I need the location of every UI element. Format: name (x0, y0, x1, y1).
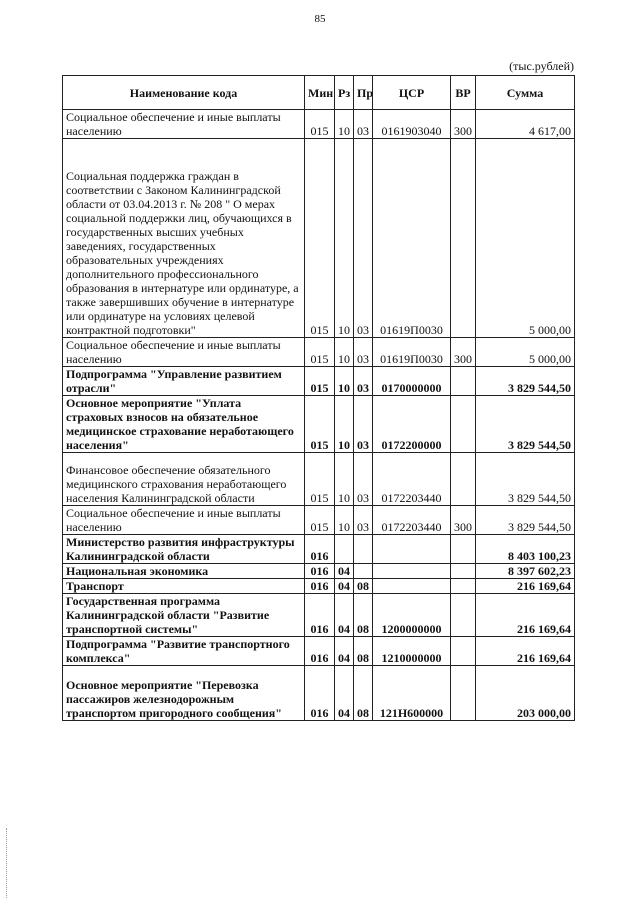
cell-vr (451, 453, 476, 506)
cell-sum: 3 829 544,50 (476, 367, 575, 396)
cell-vr: 300 (451, 506, 476, 535)
header-pr: Пр (354, 76, 373, 110)
cell-name (63, 506, 305, 535)
cell-vr: 300 (451, 110, 476, 139)
cell-rz: 04 (335, 666, 354, 721)
cell-rz: 10 (335, 396, 354, 453)
cell-vr (451, 579, 476, 594)
header-rz: Рз (335, 76, 354, 110)
cell-pr: 03 (354, 367, 373, 396)
cell-sum: 3 829 544,50 (476, 506, 575, 535)
cell-sum: 3 829 544,50 (476, 396, 575, 453)
cell-sum: 203 000,00 (476, 666, 575, 721)
table-row (63, 367, 575, 396)
cell-vr (451, 594, 476, 637)
cell-name-text: Финансовое обеспечение обязательного медицинского страхования неработающего населения Калининградской области (66, 463, 287, 505)
cell-pr: 08 (354, 637, 373, 666)
cell-min: 015 (305, 506, 335, 535)
cell-rz: 10 (335, 367, 354, 396)
cell-sum: 5 000,00 (476, 139, 575, 338)
cell-csr: 1210000000 (373, 637, 451, 666)
header-sum: Сумма (476, 76, 575, 110)
cell-name-text: Социальное обеспечение и иные выплаты населению (66, 338, 281, 366)
cell-csr: 01619П0030 (373, 338, 451, 367)
cell-csr: 1200000000 (373, 594, 451, 637)
cell-name (63, 139, 305, 338)
header-csr: ЦСР (373, 76, 451, 110)
table-row (63, 666, 575, 721)
cell-name-text: Социальное обеспечение и иные выплаты населению (66, 110, 281, 138)
cell-name (63, 338, 305, 367)
cell-sum: 8 403 100,23 (476, 535, 575, 564)
table-row (63, 564, 575, 579)
cell-pr: 03 (354, 453, 373, 506)
cell-rz (335, 535, 354, 564)
cell-pr: 08 (354, 594, 373, 637)
cell-min: 016 (305, 535, 335, 564)
budget-table (62, 75, 575, 721)
cell-vr (451, 637, 476, 666)
cell-sum: 3 829 544,50 (476, 453, 575, 506)
cell-vr (451, 535, 476, 564)
cell-name-text: Социальное обеспечение и иные выплаты населению (66, 506, 281, 534)
table-row (63, 139, 575, 338)
cell-name (63, 367, 305, 396)
cell-rz: 10 (335, 506, 354, 535)
cell-sum: 216 169,64 (476, 579, 575, 594)
cell-sum: 8 397 602,23 (476, 564, 575, 579)
margin-marks (6, 828, 9, 898)
cell-vr: 300 (451, 338, 476, 367)
cell-rz: 10 (335, 110, 354, 139)
cell-pr (354, 564, 373, 579)
cell-csr (373, 564, 451, 579)
cell-pr: 08 (354, 666, 373, 721)
cell-name-text: Основное мероприятие "Перевозка пассажиров железнодорожным транспортом пригородного сообщения" (66, 678, 282, 720)
cell-name (63, 453, 305, 506)
cell-csr: 01619П0030 (373, 139, 451, 338)
cell-pr: 08 (354, 579, 373, 594)
cell-pr: 03 (354, 338, 373, 367)
cell-min: 016 (305, 564, 335, 579)
cell-min: 015 (305, 110, 335, 139)
table-header-row (63, 76, 575, 110)
cell-csr: 121Н600000 (373, 666, 451, 721)
cell-name-text: Государственная программа Калининградской области "Развитие транспортной системы" (66, 594, 270, 636)
cell-rz: 04 (335, 564, 354, 579)
cell-sum: 5 000,00 (476, 338, 575, 367)
units-label: (тыс.рублей) (509, 59, 574, 73)
header-name: Наименование кода (63, 76, 305, 110)
cell-min: 016 (305, 666, 335, 721)
cell-name (63, 564, 305, 579)
cell-name-text: Подпрограмма "Развитие транспортного комплекса" (66, 637, 290, 665)
cell-min: 015 (305, 367, 335, 396)
cell-rz: 04 (335, 579, 354, 594)
header-vr: ВР (451, 76, 476, 110)
table-row (63, 110, 575, 139)
cell-sum: 4 617,00 (476, 110, 575, 139)
cell-pr: 03 (354, 110, 373, 139)
table-row (63, 594, 575, 637)
cell-csr: 0172203440 (373, 453, 451, 506)
cell-vr (451, 666, 476, 721)
cell-name (63, 535, 305, 564)
cell-vr (451, 139, 476, 338)
table-row (63, 637, 575, 666)
cell-name-text: Социальная поддержка граждан в соответствии с Законом Калининградской области от 03.04.2013 г. № 208 " О мерах социальной поддержки лиц, обучающихся в государственных высших учебных заведениях, государственных образовательных учреждениях дополнительного профессионального образования в интернатуре или ординатуре, а также завершивших обучение в интернатуре или ординатуре на условиях целевой контрактной подготовки" (66, 169, 299, 337)
table-row (63, 453, 575, 506)
cell-csr: 0161903040 (373, 110, 451, 139)
cell-name-text: Подпрограмма "Управление развитием отрасли" (66, 367, 282, 395)
cell-rz: 10 (335, 453, 354, 506)
cell-pr (354, 535, 373, 564)
cell-min: 015 (305, 396, 335, 453)
cell-vr (451, 564, 476, 579)
cell-name-text: Основное мероприятие "Уплата страховых взносов на обязательное медицинское страхование неработающего населения" (66, 396, 294, 452)
cell-sum: 216 169,64 (476, 637, 575, 666)
header-min: Мин (305, 76, 335, 110)
table-row (63, 396, 575, 453)
cell-pr: 03 (354, 396, 373, 453)
table-body (63, 110, 575, 721)
cell-rz: 04 (335, 594, 354, 637)
cell-name (63, 637, 305, 666)
cell-rz: 10 (335, 338, 354, 367)
cell-min: 015 (305, 453, 335, 506)
cell-name (63, 579, 305, 594)
table-row (63, 535, 575, 564)
cell-csr (373, 579, 451, 594)
cell-csr (373, 535, 451, 564)
cell-min: 016 (305, 579, 335, 594)
cell-csr: 0170000000 (373, 367, 451, 396)
table-row (63, 579, 575, 594)
cell-name-text: Министерство развития инфраструктуры Калининградской области (66, 535, 295, 563)
cell-name (63, 110, 305, 139)
cell-min: 016 (305, 594, 335, 637)
cell-min: 015 (305, 338, 335, 367)
cell-csr: 0172200000 (373, 396, 451, 453)
cell-name-text: Национальная экономика (66, 564, 209, 578)
table-row (63, 506, 575, 535)
cell-name (63, 666, 305, 721)
page-number: 85 (314, 13, 326, 25)
cell-name-text: Транспорт (66, 579, 124, 593)
cell-min: 016 (305, 637, 335, 666)
cell-name (63, 594, 305, 637)
cell-vr (451, 396, 476, 453)
cell-name (63, 396, 305, 453)
cell-pr: 03 (354, 139, 373, 338)
cell-pr: 03 (354, 506, 373, 535)
cell-csr: 0172203440 (373, 506, 451, 535)
cell-rz: 10 (335, 139, 354, 338)
cell-sum: 216 169,64 (476, 594, 575, 637)
table-row (63, 338, 575, 367)
cell-rz: 04 (335, 637, 354, 666)
cell-min: 015 (305, 139, 335, 338)
cell-vr (451, 367, 476, 396)
